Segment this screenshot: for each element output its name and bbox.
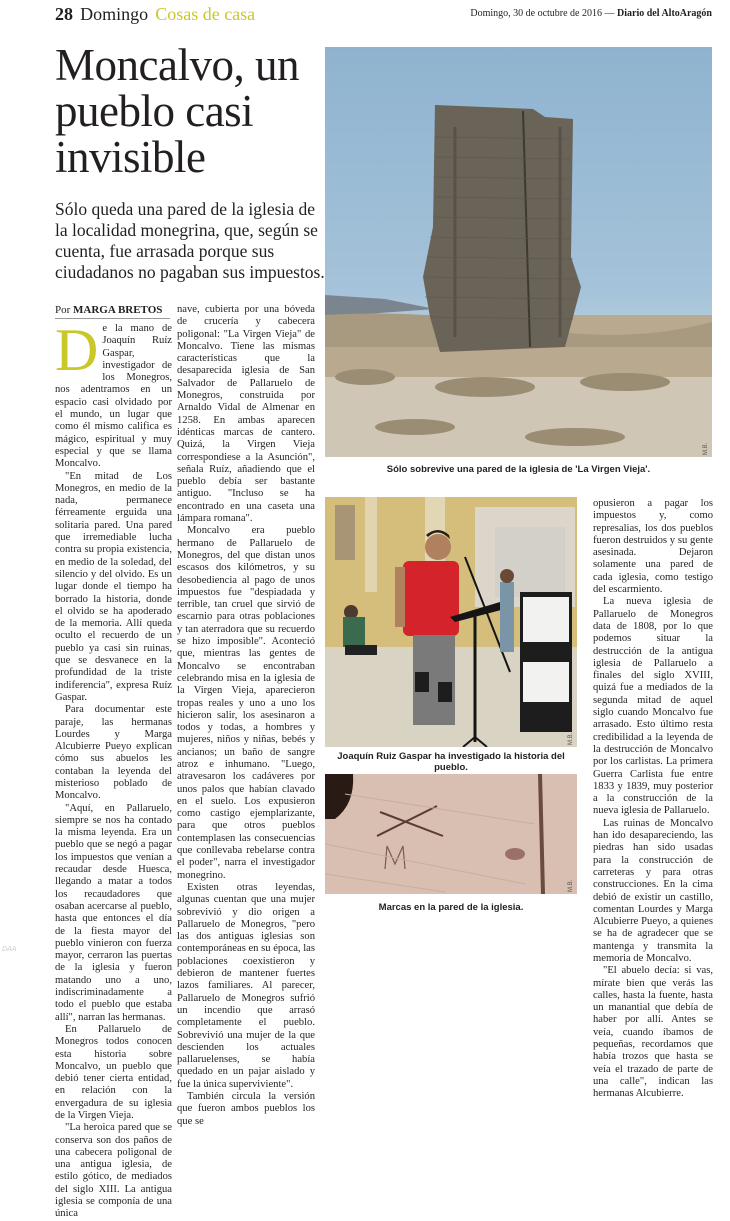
ruin-wall-illustration	[325, 47, 712, 457]
paragraph: En Pallaruelo de Monegros todos conocen esta historia sobre Moncalvo, un pueblo que debió tener cierta entidad, en relación con la envergadura de su iglesia de la Virgen Vieja.	[55, 1023, 172, 1121]
paragraph: La nueva iglesia de Pallaruelo de Monegros data de 1808, por lo que podemos situar la destrucción de la antigua iglesia de Pallaruelo a finales del siglo XVIII, quizá fue a mediados de la segunda mitad de aquel siglo cuando Moncalvo fue arrasado. Esto último resta credibilidad a la leyenda de la destrucción de Moncalvo por los carlistas. La primera Guerra Carlista fue entre 1833 y 1839, muy posterior a la construcción de la nueva iglesia de Pallaruelo.	[593, 596, 713, 817]
paragraph: "Aquí, en Pallaruelo, siempre se nos ha contado la misma leyenda. Era un pueblo que se negó a pagar los impuestos que venían a recaudar desde Huesca, llegando a matar a todos los recaudadores que osaban acercarse al pueblo, hasta que entonces el día de la fiesta mayor del pueblo vinieron con fuerza mayor, cerraron las puertas de la iglesia y fueron matando uno a uno, indiscriminadamente a todo el pueblo que estaba allí", narran las hermanas.	[55, 802, 172, 1023]
paragraph: Las ruinas de Moncalvo han ido desapareciendo, las piedras han sido usadas para la construcción de carreteras y para otras construcciones. En la cima debió de existir un castillo, comentan Lourdes y Marga Alcubierre Pueyo, a quienes se ha de agradecer que se mantenga y transmita la memoria de Moncalvo.	[593, 817, 713, 964]
photo-caption: Sólo sobrevive una pared de la iglesia de 'La Virgen Vieja'.	[386, 464, 651, 475]
speaker-illustration	[325, 497, 577, 747]
paragraph: "En mitad de Los Monegros, en medio de la nada, permanece férreamente erguida una solitaria pared. Una pared que irremediable lucha contra su propia existencia, en medio de la soledad, del silencio y del olvido. Es un lugar donde el tiempo ha borrado la historia, donde el olvido se ha apoderado de la memoria. Allí queda oculto el recuerdo de un pueblo ya casi sin ruinas, que se desvanece en la profundidad de la triste indiferencia", expresa Ruíz Gaspar.	[55, 470, 172, 703]
photo-credit: M.B.	[703, 442, 709, 455]
section-name: Domingo	[80, 4, 149, 24]
page-header	[55, 4, 712, 26]
speaker-photo	[325, 497, 577, 747]
photo-caption: Joaquín Ruiz Gaspar ha investigado la historia del pueblo.	[337, 751, 565, 773]
footer-mark: DAA	[2, 946, 17, 953]
paragraph: También circula la versión que fueron ambos pueblos los que se	[177, 1091, 315, 1127]
photo-caption: Marcas en la pared de la iglesia.	[378, 902, 524, 913]
paragraph: "El abuelo decía: si vas, mírate bien que verás las calles, hasta la fuente, hasta un manantial que debía de haber por allí. Antes se veía, cuando íbamos de pequeñas, recordamos que había trozos que hasta se veía el trazado de parte de una calle", indican las hermanas Alcubierre.	[593, 965, 713, 1100]
header-separator: —	[604, 8, 615, 19]
article-column-1	[55, 317, 172, 1221]
paragraph: Para documentar este paraje, las hermanas Lourdes y Marga Alcubierre Pueyo explican cómo sus abuelos les contaban la leyenda del misterioso poblado de Moncalvo.	[55, 704, 172, 802]
stone-marks-photo	[325, 774, 577, 894]
paragraph: Existen otras leyendas, algunas cuentan que una mujer sobrevivió y dio origen a Pallaruelo de Monegros, "pero las dos antiguas iglesias son contemporáneas en su época, las poblaciones coexistieron y debieron de mantener fuertes lazos familiares. Al parecer, Pallaruelo de Monegros sufrió un incendio que arrasó completamente el pueblo. Sobrevivió una mujer de la que descienden los actuales pallaruelenses, se había quedado en un pajar aislado y fue la única superviviente".	[177, 881, 315, 1090]
paragraph: Moncalvo era pueblo hermano de Pallaruelo de Monegros, del que distan unos escasos dos kilómetros, y su desobediencia al pago de unos impuestos fue "despiadada y terrible, tan cruel que sirvió de escarnio para otras poblaciones y tan aterradora que su recuerdo se hizo imposible". Aconteció que, mientras las gentes de Moncalvo se encontraban celebrando misa en la iglesia de la Virgen Vieja, aparecieron tropas reales y uno a uno los hicieron salir, los asesinaron a todos y todas, a hombres y mujeres, niños y niñas, bebés y ancianos; un baño de sangre atroz e inhumano. "Luego, atravesaron los cadáveres por unos palos que habían clavado en el suelo. Los expusieron como castigo ejemplarizante, para que otros pueblos contemplasen las consecuencias que conllevaba rebelarse contra el poder", narra el investigador monegrino.	[177, 525, 315, 881]
drop-cap: D	[55, 317, 99, 383]
paragraph: opusieron a pagar los impuestos y, como represalias, los dos pueblos fueron destruidos y su gente asesinada. Dejaron solamente una pared de cada iglesia, como testigo del escarmiento.	[593, 498, 713, 596]
ruin-wall-photo	[325, 47, 712, 457]
article-subtitle: Sólo queda una pared de la iglesia de la localidad monegrina, que, según se cuenta, fue arrasada porque sus ciudadanos no pagaban sus impuestos.	[55, 199, 325, 282]
paragraph	[55, 317, 172, 471]
article-title: Moncalvo, un pueblo casi invisible	[55, 40, 299, 182]
paragraph: nave, cubierta por una bóveda de crucería y cabecera poligonal: "La Virgen Vieja" de Moncalvo. Tiene las mismas características que la desaparecida iglesia de San Salvador de Pallaruelo de Monegros, construida por Arnaldo Vidal de Almenar en 1258. En ambas aparecen idénticas marcas de cantero. Quizá, la Virgen Vieja correspondiese a la Asunción", señala Ruíz, añadiendo que el pueblo debía ser bastante antiguo. "Incluso se ha encontrado en una caseta una lámpara romana".	[177, 304, 315, 525]
paragraph-text: e la mano de Joaquín Ruíz Gaspar, investigador de los Monegros, nos adentramos en un espacio casi olvidado por el mundo, un lugar que como él mismo califica es mágico, espiritual y muy especial y que se llama Moncalvo.	[55, 323, 172, 470]
stone-marks-illustration	[325, 774, 577, 894]
header-date-line	[470, 8, 712, 19]
byline-prefix: Por	[55, 304, 71, 316]
photo-credit: M.B.	[568, 879, 574, 892]
issue-date: Domingo, 30 de octubre de 2016	[470, 8, 602, 19]
newspaper-name: Diario del AltoAragón	[617, 8, 712, 19]
subsection-name: Cosas de casa	[155, 4, 256, 24]
page-number: 28	[55, 4, 73, 24]
article-column-3	[593, 498, 713, 1101]
article-column-2	[177, 304, 315, 1128]
byline-author: MARGA BRETOS	[73, 304, 163, 316]
photo-credit: M.B.	[568, 732, 574, 745]
paragraph: "La heroica pared que se conserva son dos paños de una cabecera poligonal de una antigua iglesia, de estilo gótico, de mediados del siglo XIII. La antigua iglesia se componía de una única	[55, 1122, 172, 1220]
